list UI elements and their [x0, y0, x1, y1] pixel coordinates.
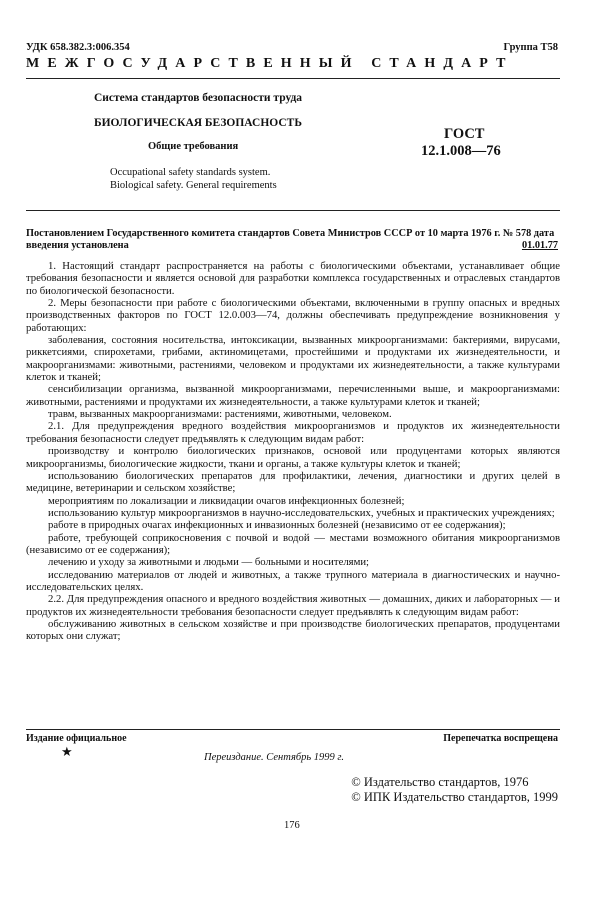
paragraph: работе, требующей соприкосновения с почвой и водой — местами возможного обитания микроорганизмов (независимо от ее содержания); [26, 531, 560, 556]
star-icon: ★ [61, 744, 73, 759]
standard-body [26, 260, 560, 643]
paragraph: использованию биологических препаратов для профилактики, лечения, диагностики и других целей в медицине, ветеринарии и сельском хозяйстве; [26, 469, 560, 495]
paragraph: производству и контролю биологических признаков, основой или продуцентами которых являются микроорганизмы, биологические жидкости, ткани и органы, а также культуры клеток и тканей; [26, 445, 560, 470]
group-code: Группа Т58 [503, 42, 558, 53]
gost-number: 12.1.008—76 [421, 143, 501, 159]
english-title-line-1: Occupational safety standards system. [110, 167, 271, 178]
reprint-prohibited-label: Перепечатка воспрещена [443, 733, 558, 744]
copyright-line-1: © Издательство стандартов, 1976 [351, 775, 529, 789]
official-edition-label: Издание официальное [26, 733, 127, 744]
reissue-note: Переиздание. Сентябрь 1999 г. [204, 752, 344, 763]
paragraph: обслуживанию животных в сельском хозяйстве и при производстве биологических препаратов, продуцентами которых они служат; [26, 617, 560, 643]
standards-system-title: Система стандартов безопасности труда [94, 92, 303, 104]
paragraph: работе в природных очагах инфекционных и инвазионных болезней (независимо от ее содержания); [48, 519, 506, 532]
paragraph: 2.1. Для предупреждения вредного воздействия микроорганизмов и продуктов их жизнедеятельности требования безопасности следует предъявлять к следующим видам работ: [26, 420, 560, 445]
page-number: 176 [284, 820, 300, 831]
paragraph: использованию культур микроорганизмов в научно-исследовательских, учебных и практических учреждениях; [48, 506, 555, 519]
paragraph: сенсибилизации организма, вызванной микроорганизмами, перечисленными выше, и макроорганизмами: животными, растениями и продуктами их жизнедеятельности, а также культурами клеток и тканей; [26, 383, 560, 408]
footer-divider [26, 729, 560, 730]
copyright-block [351, 775, 558, 804]
title-divider [26, 210, 560, 211]
udk-code: УДК 658.382.3:006.354 [26, 42, 130, 53]
standard-subtitle: Общие требования [148, 141, 239, 152]
paragraph: лечению и уходу за животными и людьми — больными и носителями; [48, 556, 370, 569]
interstate-standard-banner: МЕЖГОСУДАРСТВЕННЫЙ СТАНДАРТ [26, 56, 514, 71]
top-divider [26, 78, 560, 79]
paragraph: травм, вызванных макроорганизмами: растениями, животными, человеком. [48, 408, 392, 421]
paragraph: мероприятиям по локализации и ликвидации очагов инфекционных болезней; [48, 494, 405, 507]
paragraph: 2.2. Для предупреждения опасного и вредного воздействия животных — домашних, диких и лабораторных — и продуктов их жизнедеятельности требования безопасности следует предъявлять к следующим видам работ: [26, 593, 560, 618]
paragraph: заболевания, состояния носительства, интоксикации, вызванных микроорганизмами: бактериями, вирусами, риккетсиями, спирохетами, грибами, актиномицетами, простейшими и продуктами их жизнедеятельности, и макроорганизмами: животными, растениями, человеком и продуктами их жизнедеятельности, а также культурами клеток и тканей; [26, 334, 560, 384]
decree-block [26, 228, 560, 252]
introduction-date: 01.01.77 [521, 240, 558, 251]
paragraph: 2. Меры безопасности при работе с биологическими объектами, включенными в группу опасных и вредных производственных факторов по ГОСТ 12.0.003—74, должны обеспечивать предупреждение возникновения у работающих: [26, 297, 560, 334]
english-title [110, 166, 277, 192]
decree-text: Постановлением Государственного комитета стандартов Совета Министров СССР от 10 марта 1976 г. № 578 дата введения установлена [26, 228, 555, 251]
english-title-line-2: Biological safety. General requirements [110, 180, 277, 191]
paragraph: 1. Настоящий стандарт распространяется на работы с биологическими объектами, устанавливает общие требования безопасности и является основой для разработки комплекса государственных и отраслевых стандартов по биологической безопасности. [26, 260, 560, 297]
standard-name: БИОЛОГИЧЕСКАЯ БЕЗОПАСНОСТЬ [94, 117, 302, 129]
gost-label: ГОСТ [444, 126, 485, 142]
paragraph: исследованию материалов от людей и животных, а также трупного материала в диагностических и научно-исследовательских целях. [26, 568, 560, 593]
copyright-line-2: © ИПК Издательство стандартов, 1999 [351, 789, 558, 804]
